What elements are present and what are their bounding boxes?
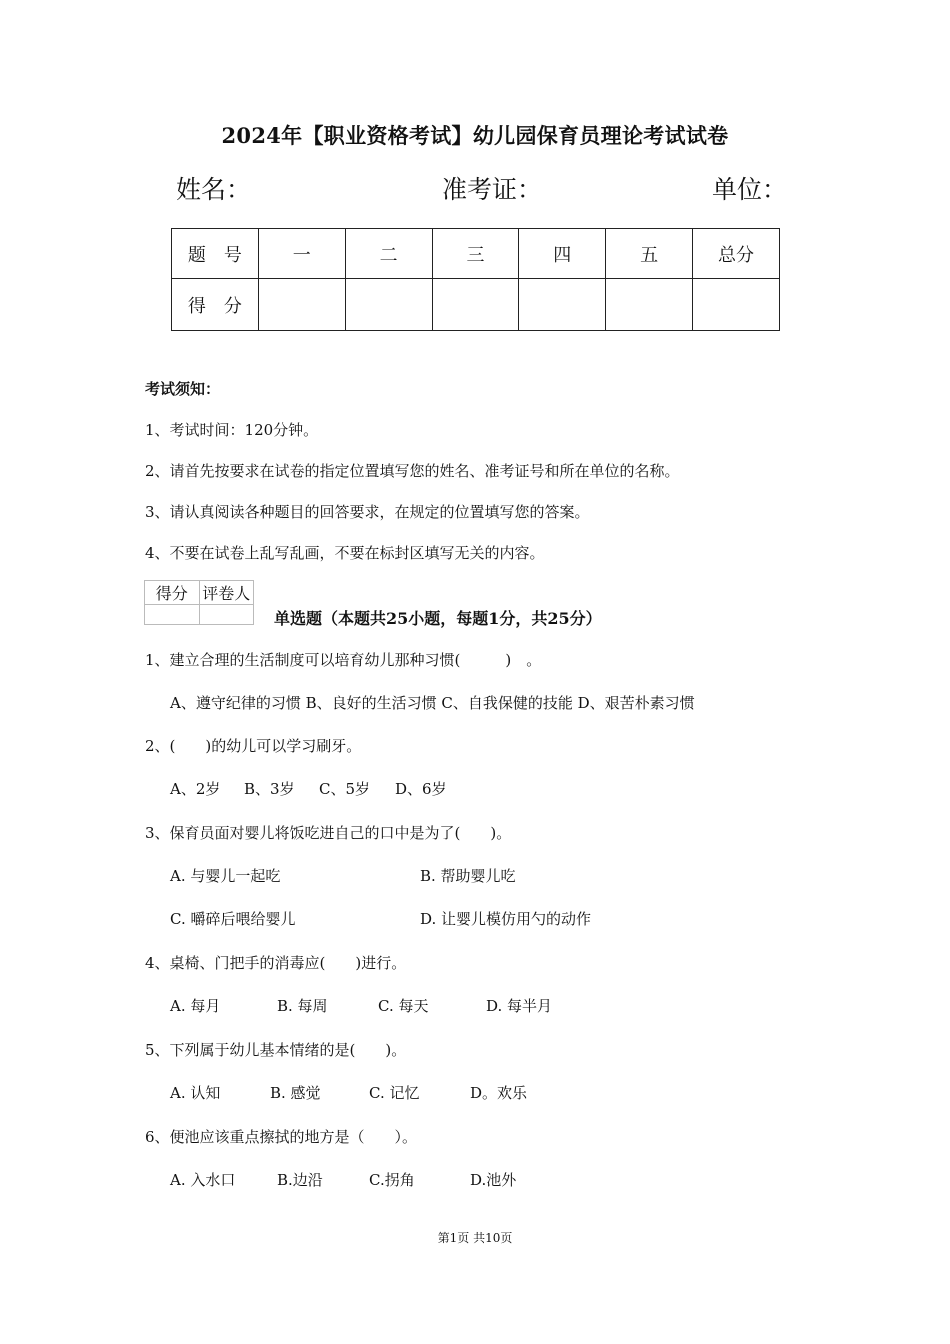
- question-option: B、3岁: [244, 780, 295, 798]
- score-header-cell: 题 号: [172, 229, 259, 279]
- score-header-cell: 一: [258, 229, 345, 279]
- score-cell[interactable]: [519, 279, 606, 331]
- score-row-label: 得 分: [172, 279, 259, 331]
- grader-score-cell[interactable]: [145, 605, 200, 625]
- question-stem: 6、便池应该重点擦拭的地方是（ ）。: [145, 1128, 418, 1146]
- score-cell[interactable]: [606, 279, 693, 331]
- question-option: C.拐角: [369, 1171, 415, 1189]
- question-option: A. 认知: [170, 1084, 221, 1102]
- score-header-cell: 三: [432, 229, 519, 279]
- question-option: A. 入水口: [170, 1171, 236, 1189]
- grader-name-cell[interactable]: [199, 605, 254, 625]
- score-table-header-row: [172, 229, 780, 279]
- notice-item: 4、不要在试卷上乱写乱画，不要在标封区填写无关的内容。: [145, 544, 545, 562]
- notice-item: 3、请认真阅读各种题目的回答要求，在规定的位置填写您的答案。: [145, 503, 590, 521]
- grader-name-label: 评卷人: [199, 581, 254, 605]
- question-stem: 5、下列属于幼儿基本情绪的是( )。: [145, 1041, 407, 1059]
- question-option: D. 让婴儿模仿用勺的动作: [420, 910, 592, 928]
- question-option: D、6岁: [395, 780, 447, 798]
- question-option: C、5岁: [319, 780, 371, 798]
- notice-heading: 考试须知：: [145, 380, 221, 398]
- score-header-cell: 总分: [693, 229, 780, 279]
- score-header-cell: 二: [345, 229, 432, 279]
- exam-title: 2024年【职业资格考试】幼儿园保育员理论考试试卷: [221, 123, 729, 148]
- score-cell[interactable]: [345, 279, 432, 331]
- score-table-score-row: [172, 279, 780, 331]
- question-option: B. 每周: [277, 997, 328, 1015]
- score-cell[interactable]: [693, 279, 780, 331]
- question-stem: 3、保育员面对婴儿将饭吃进自己的口中是为了( )。: [145, 824, 512, 842]
- question-option: D。欢乐: [470, 1084, 528, 1102]
- question-option: C. 嚼碎后喂给婴儿: [170, 910, 296, 928]
- question-option: B. 帮助婴儿吃: [420, 867, 516, 885]
- score-header-cell: 五: [606, 229, 693, 279]
- exam-id-label: 准考证：: [442, 175, 543, 204]
- question-option: D.池外: [470, 1171, 517, 1189]
- question-option: B.边沿: [277, 1171, 323, 1189]
- question-stem: 4、桌椅、门把手的消毒应( )进行。: [145, 954, 407, 972]
- score-cell[interactable]: [258, 279, 345, 331]
- grader-score-label: 得分: [145, 581, 200, 605]
- unit-label: 单位：: [712, 175, 788, 204]
- page-footer: 第1页 共10页: [437, 1231, 513, 1245]
- notice-item: 2、请首先按要求在试卷的指定位置填写您的姓名、准考证号和所在单位的名称。: [145, 462, 680, 480]
- name-label: 姓名：: [176, 175, 252, 204]
- question-option: A、2岁: [170, 780, 221, 798]
- score-header-cell: 四: [519, 229, 606, 279]
- score-table: [171, 228, 780, 331]
- notice-item: 1、考试时间：120分钟。: [145, 421, 319, 439]
- question-stem: 2、( )的幼儿可以学习刷牙。: [145, 737, 362, 755]
- grader-box: [144, 580, 254, 625]
- question-option: D. 每半月: [486, 997, 553, 1015]
- question-option: B. 感觉: [270, 1084, 321, 1102]
- question-option: A. 与婴儿一起吃: [170, 867, 281, 885]
- question-option: A、遵守纪律的习惯 B、良好的生活习惯 C、自我保健的技能 D、艰苦朴素习惯: [170, 694, 695, 712]
- score-cell[interactable]: [432, 279, 519, 331]
- question-option: C. 每天: [378, 997, 429, 1015]
- question-option: C. 记忆: [369, 1084, 420, 1102]
- question-stem: 1、建立合理的生活制度可以培育幼儿那种习惯( ) 。: [145, 651, 542, 669]
- section-heading: 单选题（本题共25小题，每题1分，共25分）: [274, 609, 602, 628]
- question-option: A. 每月: [170, 997, 221, 1015]
